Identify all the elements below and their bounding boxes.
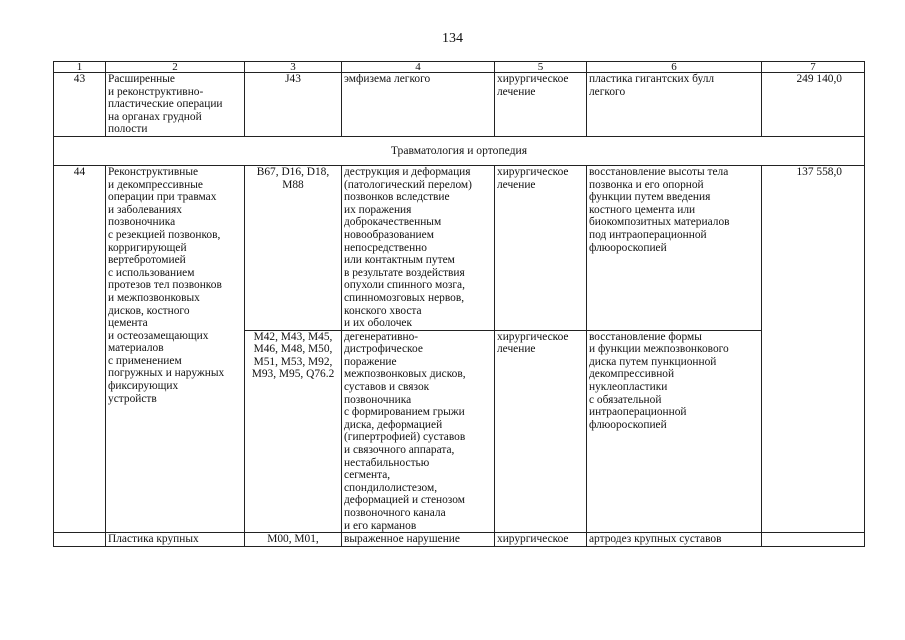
text-line: лечение [497,178,536,191]
text-line: деструкция и деформация [344,165,471,178]
text-line: восстановление формы [589,330,702,343]
condition [342,533,495,547]
text-line: M42, M43, M45, [253,330,333,343]
text-line: их поражения [344,203,412,216]
cost [762,533,865,547]
text-line: деформацией и стенозом [344,494,465,507]
text-line: хирургическое [497,165,569,178]
header-cell: 6 [587,62,762,73]
header-cell: 1 [54,62,106,73]
text-line: и межпозвонковых [108,291,200,304]
text-line: или контактным путем [344,254,455,267]
cost: 249 140,0 [762,73,865,137]
text-line: хирургическое [497,533,569,546]
procedure-name [106,165,245,532]
text-line: суставов и связок [344,381,430,394]
icd-codes [245,330,342,533]
text-line: с применением [108,354,182,367]
text-line: флюороскопией [589,241,667,254]
text-line: и связочного аппарата, [344,444,455,457]
text-line: и реконструктивно- [108,85,204,98]
text-line: пластика гигантских булл [589,73,715,85]
text-line: флюороскопией [589,418,667,431]
table-row [54,533,865,547]
text-line: дистрофическое [344,343,423,356]
cost: 137 558,0 [762,165,865,532]
text-line: протезов тел позвонков [108,279,222,292]
text-line: декомпрессивной [589,368,675,381]
text-line: дисков, костного [108,304,190,317]
text-line: непосредственно [344,241,427,254]
text-line: с использованием [108,266,195,279]
text-line: сегмента, [344,469,391,482]
text-line: погружных и наружных [108,367,225,380]
header-cell: 4 [342,62,495,73]
text-line: лечение [497,85,536,98]
text-line: поражение [344,355,397,368]
method [587,73,762,137]
condition [342,330,495,533]
text-line: M88 [282,178,304,191]
table-row [54,165,865,330]
text-line: дегенеративно- [344,330,419,343]
text-line: доброкачественным [344,216,442,229]
text-line: функции путем введения [589,191,711,204]
text-line: J43 [285,73,301,85]
method [587,165,762,330]
row-number: 44 [54,165,106,532]
text-line: легкого [589,85,626,98]
text-line: лечение [497,343,536,356]
text-line: пластические операции [108,98,223,111]
text-line: нуклеопластики [589,381,668,394]
text-line: B67, D16, D18, [256,165,330,178]
text-line: нестабильностью [344,456,430,469]
header-cell: 5 [495,62,587,73]
text-line: спондилолистезом, [344,481,438,494]
text-line: хирургическое [497,73,569,85]
text-line: устройств [108,392,157,405]
text-line: и остеозамещающих [108,329,209,342]
text-line: и заболеваниях [108,203,182,216]
text-line: костного цемента или [589,203,696,216]
method [587,330,762,533]
text-line: интраоперационной [589,406,687,419]
text-line: позвоночника [344,393,412,406]
condition [342,165,495,330]
header-cell: 7 [762,62,865,73]
section-title: Травматология и ортопедия [54,136,865,165]
text-line: Расширенные [108,73,175,85]
text-line: полости [108,123,148,136]
text-line: фиксирующих [108,380,179,393]
text-line: выраженное нарушение [344,533,460,546]
text-line: цемента [108,317,148,330]
text-line: диска путем пункционной [589,355,717,368]
text-line: с обязательной [589,393,662,406]
treatment-table [53,61,865,547]
header-cell: 2 [106,62,245,73]
method [587,533,762,547]
text-line: материалов [108,342,164,355]
page-number: 134 [442,31,463,46]
treatment-type [495,73,587,137]
text-line: хирургическое [497,330,569,343]
text-line: Реконструктивные [108,165,199,178]
text-line: M46, M48, M50, [253,343,333,356]
text-line: межпозвонковых дисков, [344,368,466,381]
icd-codes [245,533,342,547]
text-line: новообразованием [344,228,434,241]
row-number [54,533,106,547]
text-line: M00, M01, [267,533,319,546]
text-line: (гипертрофией) суставов [344,431,466,444]
text-line: с резекцией позвонков, [108,228,221,241]
treatment-type [495,533,587,547]
text-line: спинномозговых нервов, [344,291,465,304]
icd-codes [245,73,342,137]
header-cell: 3 [245,62,342,73]
text-line: и функции межпозвонкового [589,343,729,356]
text-line: и его карманов [344,519,417,532]
text-line: корригирующей [108,241,187,254]
text-line: биокомпозитных материалов [589,216,730,229]
text-line: опухоли спинного мозга, [344,279,465,292]
treatment-type [495,330,587,533]
text-line: операции при травмах [108,191,217,204]
text-line: восстановление высоты тела [589,165,729,178]
text-line: позвонка и его опорной [589,178,704,191]
text-line: Пластика крупных [108,533,199,546]
text-line: M51, M53, M92, [253,355,333,368]
icd-codes [245,165,342,330]
text-line: диска, деформацией [344,418,443,431]
text-line: вертебротомией [108,254,186,267]
text-line: M93, M95, Q76.2 [251,368,335,381]
text-line: конского хвоста [344,304,422,317]
table-row [54,73,865,137]
text-line: позвонков вследствие [344,191,450,204]
condition [342,73,495,137]
text-line: (патологический перелом) [344,178,472,191]
section-row [54,136,865,165]
text-line: позвоночника [108,216,176,229]
text-line: на органах грудной [108,110,202,123]
text-line: позвоночного канала [344,507,446,519]
row-number: 43 [54,73,106,137]
procedure-name [106,73,245,137]
text-line: и декомпрессивные [108,178,203,191]
header-row [54,62,865,73]
text-line: артродез крупных суставов [589,533,722,546]
text-line: под интраоперационной [589,228,707,241]
text-line: с формированием грыжи [344,406,465,419]
text-line: и их оболочек [344,317,413,330]
text-line: эмфизема легкого [344,73,431,85]
text-line: в результате воздействия [344,266,465,279]
procedure-name [106,533,245,547]
treatment-type [495,165,587,330]
